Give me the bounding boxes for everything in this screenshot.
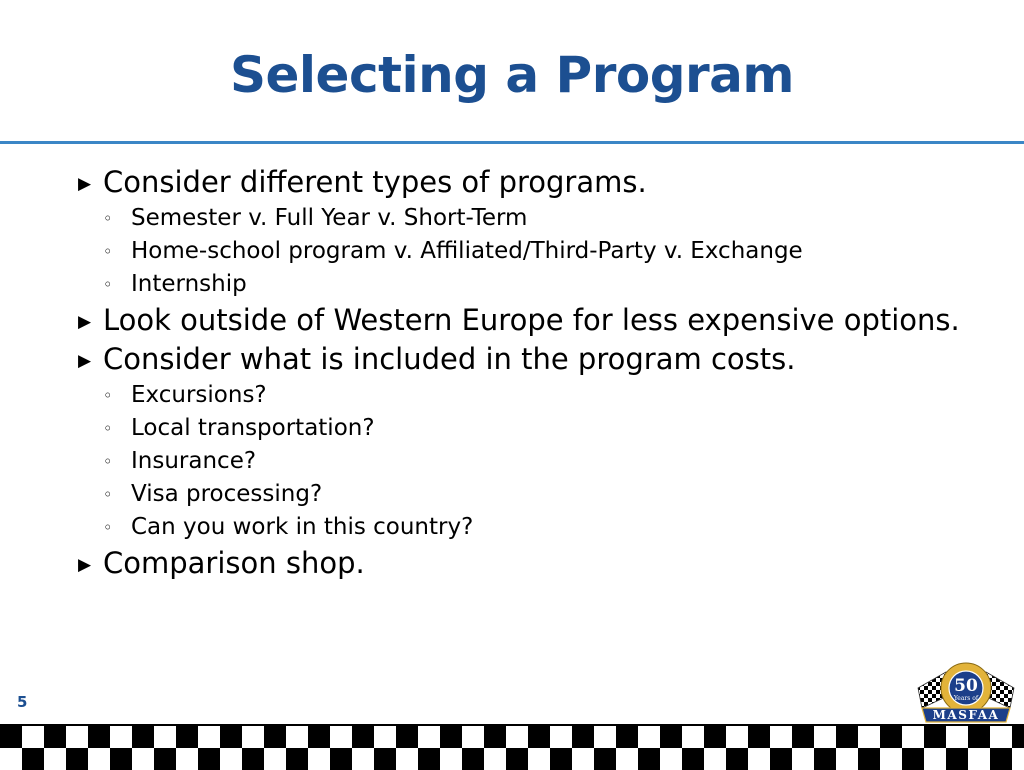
sub-bullet-text: Internship (131, 271, 247, 297)
circle-bullet-icon: ◦ (103, 242, 113, 261)
sub-bullet-item (76, 270, 976, 298)
sub-bullet-item (76, 381, 976, 409)
sub-bullet-item (76, 237, 976, 265)
sub-bullet-text: Semester v. Full Year v. Short-Term (131, 205, 528, 231)
sub-bullet-text: Visa processing? (131, 481, 323, 507)
logo-years-text: Years of (953, 695, 979, 702)
triangle-bullet-icon: ▶ (78, 555, 92, 575)
logo-org-text: MASFAA (932, 708, 1000, 722)
bullet-item (76, 165, 976, 199)
circle-bullet-icon: ◦ (103, 209, 113, 228)
circle-bullet-icon: ◦ (103, 275, 113, 294)
circle-bullet-icon: ◦ (103, 518, 113, 537)
logo-number: 50 (954, 676, 978, 696)
sub-bullet-item (76, 414, 976, 442)
slide-title: Selecting a Program (229, 46, 795, 104)
bullet-text: Consider different types of programs. (103, 165, 647, 199)
title-divider (0, 141, 1024, 144)
bullet-text: Comparison shop. (103, 546, 365, 580)
sub-bullet-item (76, 513, 976, 541)
bullet-item (76, 303, 976, 337)
bullet-text: Consider what is included in the program costs. (103, 342, 796, 376)
sub-bullet-text: Insurance? (131, 448, 257, 474)
circle-bullet-icon: ◦ (103, 485, 113, 504)
bullet-item (76, 546, 976, 580)
sub-bullet-item (76, 204, 976, 232)
bullet-text: Look outside of Western Europe for less expensive options. (103, 303, 960, 337)
sub-bullet-text: Can you work in this country? (131, 514, 474, 540)
masfaa-50-years-logo (912, 658, 1020, 726)
page-number: 5 (17, 693, 28, 711)
triangle-bullet-icon: ▶ (78, 312, 92, 332)
bullet-list (76, 160, 976, 580)
sub-bullet-text: Excursions? (131, 382, 267, 408)
circle-bullet-icon: ◦ (103, 452, 113, 471)
circle-bullet-icon: ◦ (103, 419, 113, 438)
circle-bullet-icon: ◦ (103, 386, 113, 405)
sub-bullet-item (76, 480, 976, 508)
checkered-flag-footer (0, 724, 1024, 770)
triangle-bullet-icon: ▶ (78, 351, 92, 371)
bullet-item (76, 342, 976, 376)
triangle-bullet-icon: ▶ (78, 174, 92, 194)
sub-bullet-item (76, 447, 976, 475)
sub-bullet-text: Local transportation? (131, 415, 375, 441)
sub-bullet-text: Home-school program v. Affiliated/Third-Party v. Exchange (131, 238, 803, 264)
